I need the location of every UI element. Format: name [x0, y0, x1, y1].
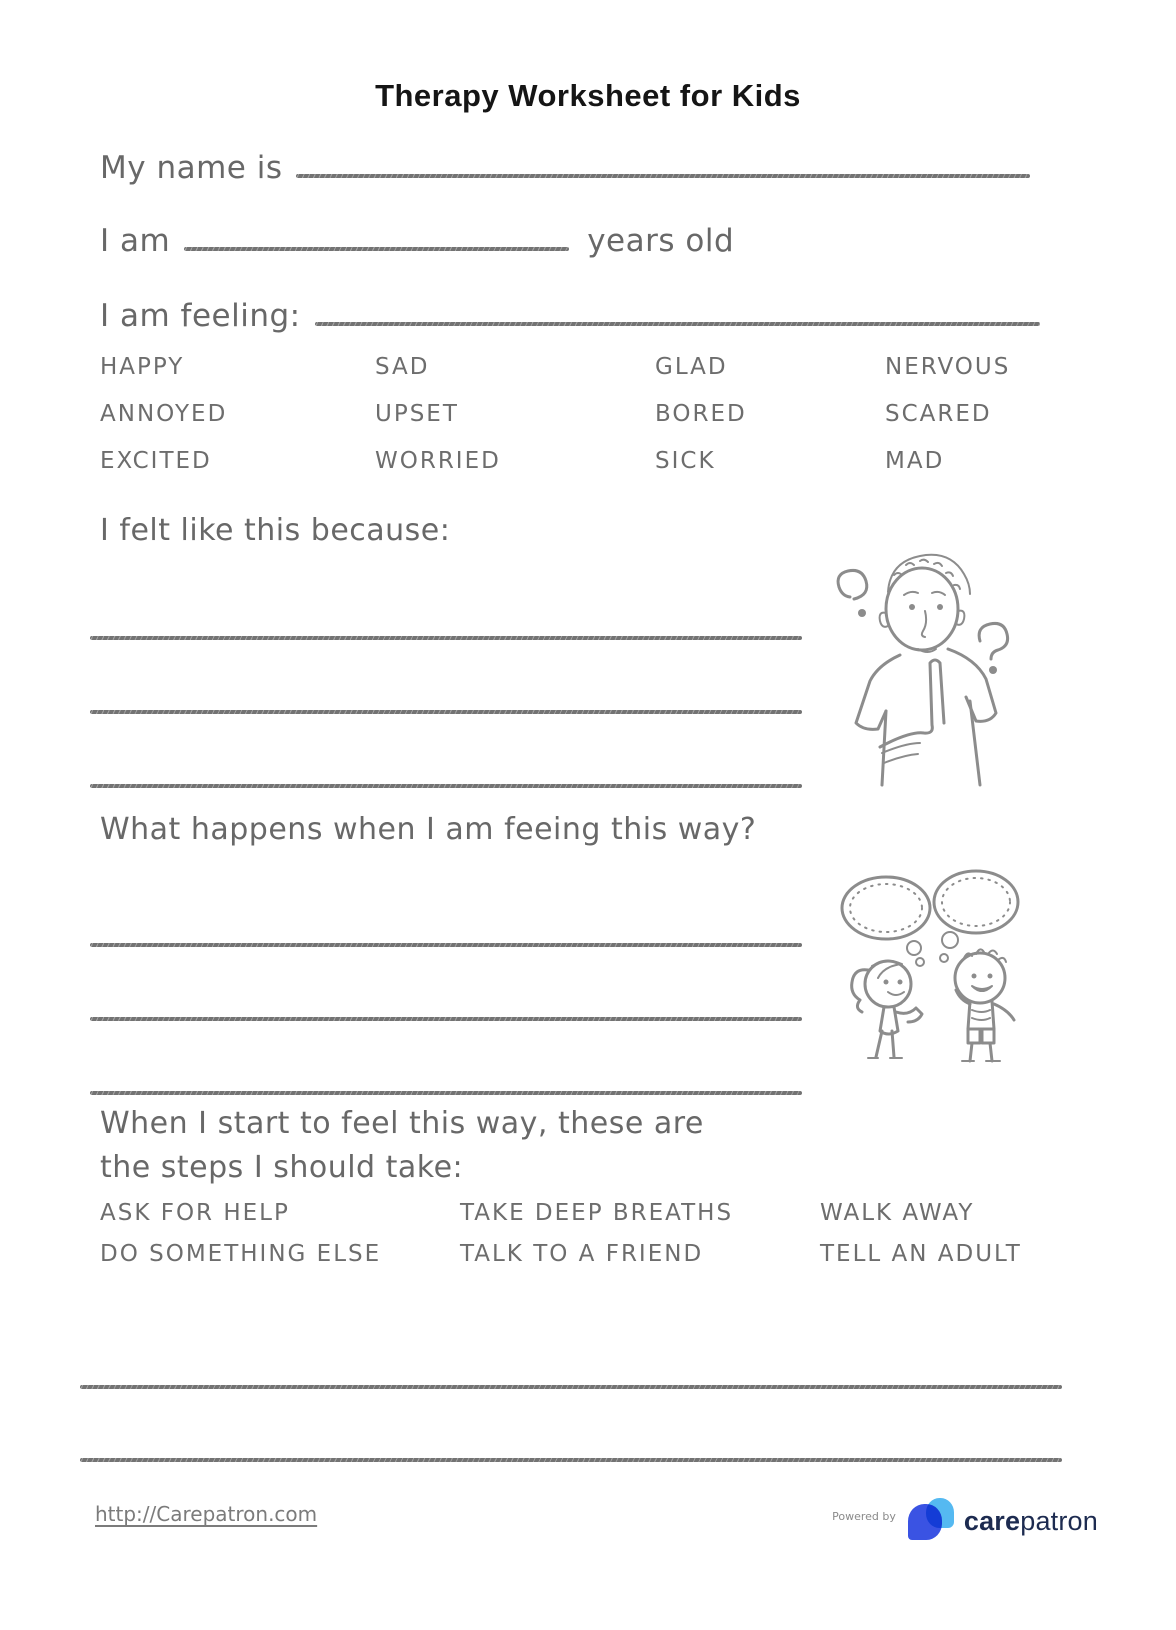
name-field-row — [100, 150, 1030, 186]
because-answer-line — [90, 636, 802, 640]
steps-answer-line — [80, 1458, 1062, 1462]
carepatron-link[interactable]: http://Carepatron.com — [95, 1502, 318, 1526]
page-title: Therapy Worksheet for Kids — [375, 78, 801, 113]
age-field-prefix: I am — [100, 223, 171, 259]
step-option: WALK AWAY — [820, 1200, 975, 1226]
because-answer-line — [90, 784, 802, 788]
step-option: TALK TO A FRIEND — [460, 1241, 704, 1267]
feeling-option: MAD — [885, 448, 945, 474]
feeling-option: SICK — [655, 448, 716, 474]
talking-kids-illustration — [828, 866, 1036, 1068]
steps-prompt-line2: the steps I should take: — [100, 1150, 464, 1185]
step-option: TAKE DEEP BREATHS — [460, 1200, 734, 1226]
powered-by-block — [832, 1496, 1098, 1546]
happens-answer-line — [90, 1091, 802, 1095]
wordmark-patron: patron — [1020, 1505, 1098, 1536]
step-option: TELL AN ADULT — [820, 1241, 1022, 1267]
feeling-option: WORRIED — [375, 448, 501, 474]
happens-prompt: What happens when I am feeing this way? — [100, 812, 757, 847]
powered-by-label: Powered by — [832, 1510, 896, 1523]
feeling-option: SAD — [375, 354, 430, 380]
feeling-blank-line — [315, 322, 1040, 326]
feeling-field-label: I am feeling: — [100, 298, 301, 334]
because-answer-line — [90, 710, 802, 714]
feeling-option: UPSET — [375, 401, 459, 427]
steps-word-bank — [100, 1200, 1096, 1267]
feeling-option: ANNOYED — [100, 401, 228, 427]
feeling-field-row — [100, 298, 1040, 334]
happens-answer-line — [90, 943, 802, 947]
name-blank-line — [296, 174, 1030, 178]
feeling-option: SCARED — [885, 401, 992, 427]
step-option: DO SOMETHING ELSE — [100, 1241, 382, 1267]
feelings-word-bank — [100, 354, 1096, 474]
name-field-label: My name is — [100, 150, 283, 186]
carepatron-logo-icon — [906, 1496, 958, 1546]
happens-answer-line — [90, 1017, 802, 1021]
age-blank-line — [184, 247, 569, 251]
thinking-boy-illustration — [822, 537, 1018, 787]
age-field-row — [100, 223, 760, 259]
because-prompt: I felt like this because: — [100, 513, 451, 548]
feeling-option: EXCITED — [100, 448, 212, 474]
step-option: ASK FOR HELP — [100, 1200, 290, 1226]
carepatron-wordmark — [964, 1506, 1098, 1537]
feeling-option: GLAD — [655, 354, 728, 380]
age-field-suffix: years old — [587, 223, 735, 259]
wordmark-care: care — [963, 1505, 1021, 1536]
steps-prompt — [100, 1102, 704, 1190]
steps-prompt-line1: When I start to feel this way, these are — [100, 1106, 704, 1141]
feeling-option: BORED — [655, 401, 747, 427]
feeling-option: HAPPY — [100, 354, 185, 380]
steps-answer-line — [80, 1385, 1062, 1389]
feeling-option: NERVOUS — [885, 354, 1011, 380]
